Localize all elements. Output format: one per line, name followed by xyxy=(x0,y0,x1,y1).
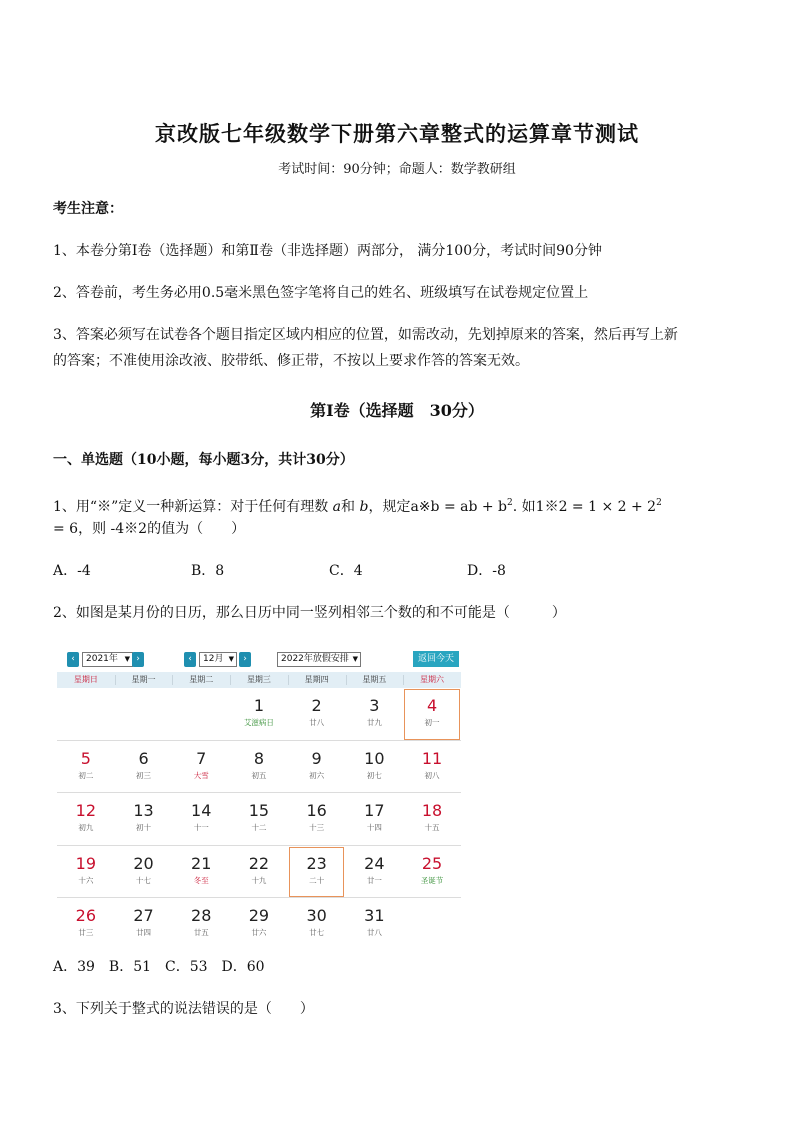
day-number: 29 xyxy=(248,906,270,926)
calendar-day-cell[interactable] xyxy=(403,741,461,793)
q1-option-b[interactable]: B．8 xyxy=(191,563,225,579)
day-number: 22 xyxy=(248,853,270,873)
calendar-day-cell[interactable] xyxy=(57,898,115,950)
day-highlight-box xyxy=(404,689,460,740)
notice-item-3-line-1: 3、答案必须写在试卷各个题目指定区域内相应的位置，如需改动，先划掉原来的答案，然后再写上新 xyxy=(53,327,678,343)
calendar-day-cell[interactable] xyxy=(288,898,346,950)
calendar-figure xyxy=(57,647,461,941)
next-year-button[interactable]: › xyxy=(132,652,144,667)
lunar-date-label: 初三 xyxy=(136,770,152,780)
day-number: 4 xyxy=(426,696,438,715)
day-number: 27 xyxy=(133,906,154,926)
section-title: 第Ⅰ卷（选择题 30分） xyxy=(310,401,484,420)
weekday-divider xyxy=(172,675,173,685)
q1-and: 和 xyxy=(341,499,360,515)
day-number: 24 xyxy=(364,853,385,873)
day-number: 8 xyxy=(253,748,265,768)
lunar-date-label: 十二 xyxy=(251,823,267,833)
day-number: 13 xyxy=(133,801,154,821)
calendar-day-cell[interactable] xyxy=(346,741,404,793)
day-number: 1 xyxy=(253,696,265,715)
prev-year-button[interactable]: ‹ xyxy=(67,652,79,667)
chevron-down-icon: ▼ xyxy=(228,655,234,663)
day-number: 9 xyxy=(311,748,322,768)
day-number: 20 xyxy=(133,853,154,873)
calendar-day-cell[interactable] xyxy=(115,793,173,845)
exam-info: 考试时间：90分钟；命题人：数学教研组 xyxy=(278,162,516,177)
calendar-day-cell[interactable] xyxy=(403,846,461,898)
calendar-day-cell[interactable] xyxy=(346,793,404,845)
calendar-day-cell[interactable] xyxy=(288,793,346,845)
calendar-day-cell[interactable] xyxy=(346,898,404,950)
day-number: 23 xyxy=(306,853,327,873)
lunar-date-label: 廿六 xyxy=(251,928,267,938)
day-number: 12 xyxy=(75,801,97,821)
day-number: 5 xyxy=(80,748,91,768)
lunar-date-label: 二十 xyxy=(309,875,325,885)
notice-item-1: 1、本卷分第Ⅰ卷（选择题）和第Ⅱ卷（非选择题）两部分， 满分100分，考试时间90分钟 xyxy=(53,243,602,259)
calendar-day-cell[interactable] xyxy=(172,793,230,845)
lunar-date-label: 廿一 xyxy=(366,875,382,885)
part-heading: 一、单选题（10小题，每小题3分，共计30分） xyxy=(53,452,354,468)
day-number: 2 xyxy=(311,696,322,715)
lunar-date-label: 廿七 xyxy=(309,928,325,938)
notice-item-3-line-2: 的答案；不准使用涂改液、胶带纸、修正带，不按以上要求作答的答案无效。 xyxy=(53,353,529,369)
q1-prefix: 1、用“※”定义一种新运算：对于任何有理数 xyxy=(53,499,333,515)
calendar-day-cell[interactable] xyxy=(115,898,173,950)
weekday-divider xyxy=(115,675,116,685)
lunar-date-label: 初二 xyxy=(78,770,94,780)
question-1-line-2: = 6，则 -4※2的值为（ ） xyxy=(53,521,246,537)
lunar-date-label: 初五 xyxy=(251,770,267,780)
calendar-day-cell[interactable] xyxy=(172,741,230,793)
q1-option-c[interactable]: C．4 xyxy=(329,563,363,579)
weekday-label: 星期六 xyxy=(420,675,445,684)
q1-rule: ，规定a※b = ab + b xyxy=(368,499,508,515)
lunar-date-label: 冬至 xyxy=(193,875,209,885)
day-number: 7 xyxy=(196,748,207,768)
weekday-divider xyxy=(288,675,289,685)
day-number: 30 xyxy=(306,906,327,926)
calendar-day-cell[interactable] xyxy=(346,846,404,898)
q1-rule-exponent: 2 xyxy=(507,498,513,508)
calendar-day-cell[interactable] xyxy=(57,846,115,898)
lunar-date-label: 廿三 xyxy=(78,928,94,938)
lunar-date-label: 初八 xyxy=(424,770,440,780)
day-number: 31 xyxy=(364,906,385,926)
lunar-date-label: 廿四 xyxy=(136,928,152,938)
calendar-day-cell[interactable] xyxy=(403,793,461,845)
question-2-options[interactable]: A．39 B．51 C．53 D．60 xyxy=(53,959,265,975)
lunar-date-label: 初一 xyxy=(424,718,440,727)
chevron-down-icon: ▼ xyxy=(352,655,358,663)
lunar-date-label: 十九 xyxy=(251,875,267,885)
question-2-text: 2、如图是某月份的日历，那么日历中同一竖列相邻三个数的和不可能是（ ） xyxy=(53,605,566,621)
lunar-date-label: 大雪 xyxy=(193,770,209,780)
weekday-label: 星期一 xyxy=(131,675,156,684)
next-month-button[interactable]: › xyxy=(239,652,251,667)
weekday-label: 星期五 xyxy=(362,675,387,684)
day-number: 28 xyxy=(191,906,212,926)
holiday-select-value: 2022年放假安排 xyxy=(281,654,349,664)
holiday-select[interactable] xyxy=(277,652,361,667)
weekday-divider xyxy=(346,675,347,685)
lunar-date-label: 十一 xyxy=(193,823,209,833)
day-number: 16 xyxy=(306,801,327,821)
lunar-date-label: 廿八 xyxy=(309,718,325,727)
day-number: 10 xyxy=(364,748,385,768)
lunar-date-label: 初九 xyxy=(78,823,94,833)
calendar-day-cell[interactable] xyxy=(288,688,346,740)
q1-example-exponent: 2 xyxy=(656,498,662,508)
calendar-day-cell[interactable] xyxy=(346,688,404,740)
weekday-divider xyxy=(230,675,231,685)
lunar-date-label: 艾滋病日 xyxy=(243,718,274,727)
back-to-today-button[interactable]: 返回今天 xyxy=(413,651,459,667)
page-title: 京改版七年级数学下册第六章整式的运算章节测试 xyxy=(155,121,639,146)
weekday-label: 星期日 xyxy=(73,675,98,684)
day-number: 26 xyxy=(75,906,97,926)
day-number: 21 xyxy=(191,853,212,873)
notice-item-2: 2、答卷前，考生务必用0.5毫米黑色签字笔将自己的姓名、班级填写在试卷规定位置上 xyxy=(53,285,589,301)
q1-option-d[interactable]: D．-8 xyxy=(467,563,506,579)
notice-heading: 考生注意： xyxy=(53,201,123,217)
lunar-date-label: 廿五 xyxy=(193,928,209,938)
calendar-day-cell[interactable] xyxy=(288,741,346,793)
q1-option-a[interactable]: A．-4 xyxy=(53,563,91,579)
lunar-date-label: 初七 xyxy=(366,770,382,780)
day-number: 14 xyxy=(191,801,212,821)
month-select-value: 12月 xyxy=(203,654,224,664)
lunar-date-label: 廿九 xyxy=(366,718,382,727)
day-number: 6 xyxy=(138,748,149,768)
question-3-text: 3、下列关于整式的说法错误的是（ ） xyxy=(53,1001,314,1017)
lunar-date-label: 十六 xyxy=(78,875,94,885)
weekday-label: 星期二 xyxy=(189,675,214,684)
calendar-day-cell[interactable] xyxy=(172,846,230,898)
day-number: 15 xyxy=(248,801,270,821)
day-number: 3 xyxy=(369,696,380,715)
day-number: 18 xyxy=(421,801,443,821)
day-number: 11 xyxy=(421,748,443,768)
weekday-label: 星期四 xyxy=(304,675,329,684)
lunar-date-label: 廿八 xyxy=(366,928,382,938)
calendar-day-cell[interactable] xyxy=(230,793,288,845)
lunar-date-label: 十四 xyxy=(366,823,382,833)
q1-var-b: b xyxy=(359,499,369,515)
day-number: 17 xyxy=(364,801,385,821)
day-number: 19 xyxy=(75,853,97,873)
calendar-day-cell[interactable] xyxy=(115,846,173,898)
weekday-divider xyxy=(403,675,404,685)
q1-example: . 如1※2 = 1 × 2 + 2 xyxy=(512,499,657,515)
year-select[interactable] xyxy=(82,652,133,667)
day-highlight-box xyxy=(289,847,345,898)
chevron-down-icon: ▼ xyxy=(124,655,130,663)
calendar-day-cell[interactable] xyxy=(230,898,288,950)
q1-var-a: a xyxy=(332,499,342,515)
day-number: 25 xyxy=(421,853,443,873)
prev-month-button[interactable]: ‹ xyxy=(184,652,196,667)
lunar-date-label: 圣诞节 xyxy=(420,875,444,885)
lunar-date-label: 初六 xyxy=(309,770,325,780)
calendar-day-cell[interactable] xyxy=(57,793,115,845)
weekday-header xyxy=(57,672,461,688)
calendar-day-cell[interactable] xyxy=(230,741,288,793)
calendar-day-cell[interactable] xyxy=(57,741,115,793)
lunar-date-label: 十三 xyxy=(309,823,325,833)
lunar-date-label: 十七 xyxy=(136,875,152,885)
question-1-options xyxy=(53,558,753,584)
weekday-label: 星期三 xyxy=(246,675,271,684)
calendar-day-cell[interactable] xyxy=(230,846,288,898)
lunar-date-label: 十五 xyxy=(424,823,440,833)
year-select-value: 2021年 xyxy=(86,654,118,664)
calendar-day-cell[interactable] xyxy=(230,688,288,740)
calendar-day-cell[interactable] xyxy=(172,898,230,950)
calendar-day-cell[interactable] xyxy=(115,741,173,793)
month-select[interactable] xyxy=(199,652,237,667)
lunar-date-label: 初十 xyxy=(136,823,152,833)
